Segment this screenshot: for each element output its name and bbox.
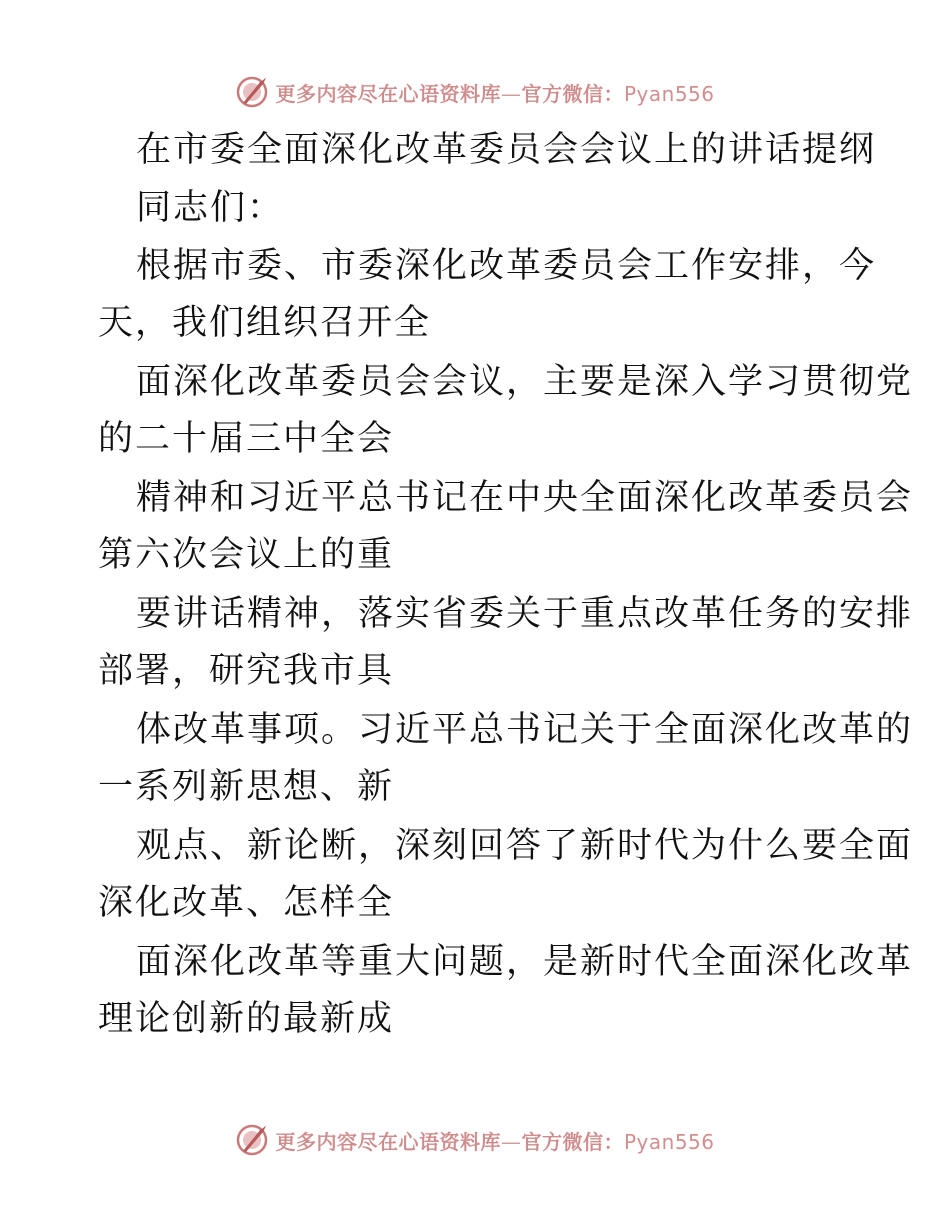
footer-watermark [0, 1120, 950, 1160]
body-line: 深化改革、怎样全 [98, 883, 395, 923]
body-line: 面深化改革委员会会议，主要是深入学习贯彻党 [136, 362, 914, 402]
watermark-separator: — [500, 1129, 522, 1154]
quill-pen-logo-icon [235, 1123, 269, 1157]
body-line: 部署，研究我市具 [98, 651, 395, 691]
watermark-brand: 更多内容尽在心语资料库 [275, 1129, 501, 1154]
body-line: 天，我们组织召开全 [98, 303, 432, 343]
watermark-id: Pyan556 [623, 81, 715, 106]
quill-pen-logo-icon [235, 75, 269, 109]
body-line: 体改革事项。习近平总书记关于全面深化改革的 [136, 710, 914, 750]
body-line: 一系列新思想、新 [98, 767, 395, 807]
body-line: 要讲话精神，落实省委关于重点改革任务的安排 [136, 594, 914, 634]
header-watermark [0, 72, 950, 112]
body-line: 根据市委、市委深化改革委员会工作安排，今 [136, 246, 877, 286]
watermark-text [275, 1126, 714, 1155]
watermark-contact: 官方微信： [521, 81, 624, 106]
watermark-brand: 更多内容尽在心语资料库 [275, 81, 501, 106]
body-line: 的二十届三中全会 [98, 419, 395, 459]
watermark-contact: 官方微信： [521, 1129, 624, 1154]
body-line: 第六次会议上的重 [98, 535, 395, 575]
body-line: 面深化改革等重大问题，是新时代全面深化改革 [136, 942, 914, 982]
watermark-text [275, 78, 714, 107]
watermark-id: Pyan556 [623, 1129, 715, 1154]
document-title: 在市委全面深化改革委员会会议上的讲话提纲 [136, 130, 877, 170]
salutation: 同志们： [136, 188, 285, 228]
watermark-separator: — [500, 81, 522, 106]
body-line: 理论创新的最新成 [98, 999, 395, 1039]
body-line: 精神和习近平总书记在中央全面深化改革委员会 [136, 478, 914, 518]
body-line: 观点、新论断，深刻回答了新时代为什么要全面 [136, 826, 914, 866]
